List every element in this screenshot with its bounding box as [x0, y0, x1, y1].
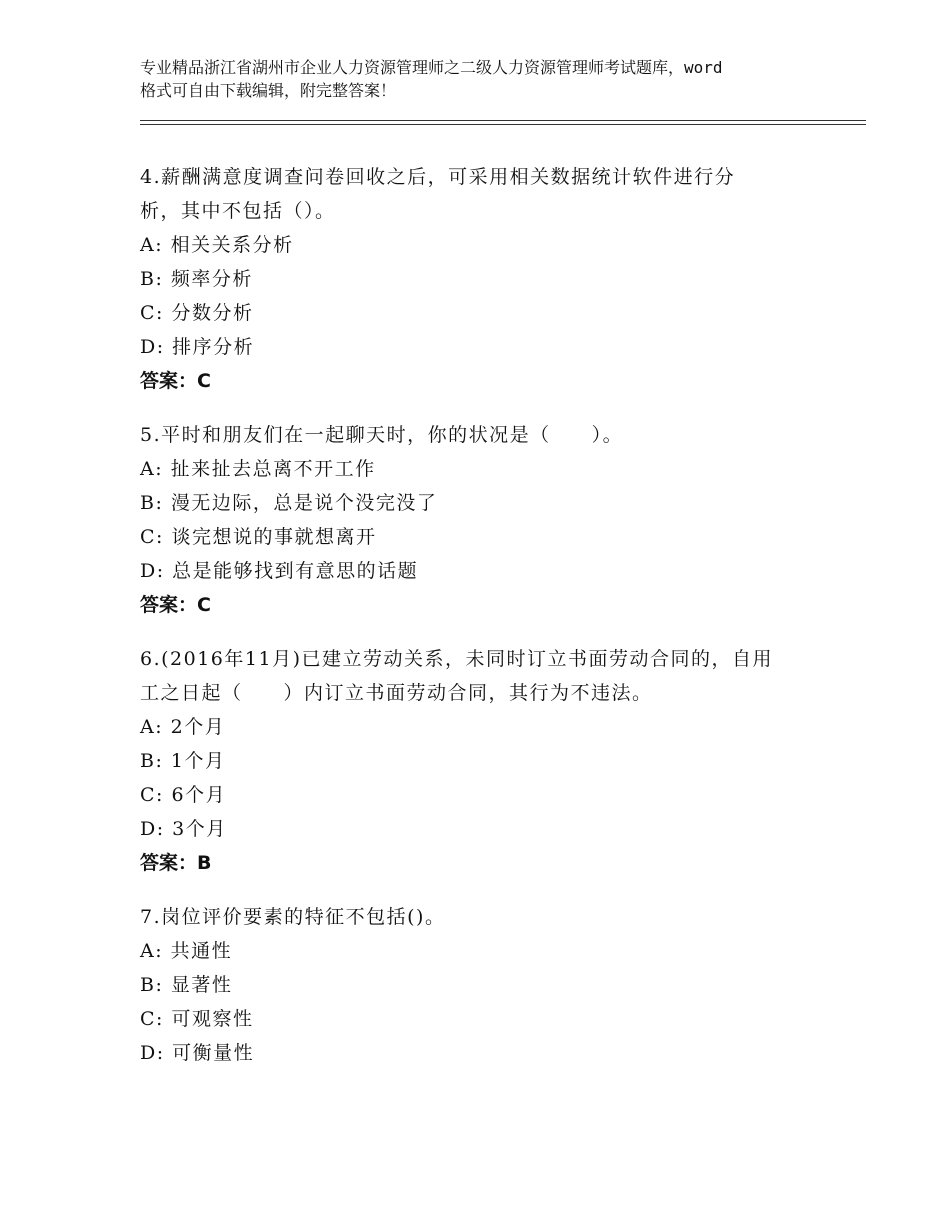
header-line-1: 专业精品浙江省湖州市企业人力资源管理师之二级人力资源管理师考试题库，word: [140, 58, 723, 77]
question-5: [140, 418, 860, 622]
option-b: B: 1个月: [140, 750, 226, 772]
option-a: A: 2个月: [140, 716, 226, 738]
option-d: D: 可衡量性: [140, 1042, 255, 1064]
question-6: [140, 642, 860, 880]
answer-label: 答案：C: [140, 370, 211, 392]
question-text-line: 6.(2016年11月)已建立劳动关系，未同时订立书面劳动合同的，自用: [140, 648, 773, 670]
option-d: D: 排序分析: [140, 336, 255, 358]
document-header: [140, 56, 840, 102]
question-4: [140, 160, 860, 398]
option-c: C: 谈完想说的事就想离开: [140, 526, 377, 548]
question-7: [140, 900, 860, 1070]
question-text-line: 4.薪酬满意度调查问卷回收之后，可采用相关数据统计软件进行分: [140, 166, 736, 188]
option-b: B: 显著性: [140, 974, 233, 996]
option-c: C: 可观察性: [140, 1008, 254, 1030]
option-c: C: 分数分析: [140, 302, 254, 324]
answer-label: 答案：B: [140, 852, 212, 874]
header-divider-top: [140, 120, 866, 121]
option-a: A: 扯来扯去总离不开工作: [140, 458, 376, 480]
option-b: B: 漫无边际，总是说个没完没了: [140, 492, 438, 514]
question-text-line: 5.平时和朋友们在一起聊天时，你的状况是（ ）。: [140, 424, 624, 446]
question-text-line: 7.岗位评价要素的特征不包括()。: [140, 906, 446, 928]
answer-label: 答案：C: [140, 594, 211, 616]
option-d: D: 3个月: [140, 818, 227, 840]
option-a: A: 相关关系分析: [140, 234, 294, 256]
option-d: D: 总是能够找到有意思的话题: [140, 560, 419, 582]
option-a: A: 共通性: [140, 940, 233, 962]
question-text-line: 析，其中不包括（）。: [140, 200, 336, 222]
header-divider-bottom: [140, 124, 866, 125]
option-c: C: 6个月: [140, 784, 227, 806]
question-list: [140, 160, 860, 1090]
header-line-2: 格式可自由下载编辑，附完整答案！: [140, 81, 397, 100]
option-b: B: 频率分析: [140, 268, 253, 290]
question-text-line: 工之日起（ ）内订立书面劳动合同，其行为不违法。: [140, 682, 653, 704]
